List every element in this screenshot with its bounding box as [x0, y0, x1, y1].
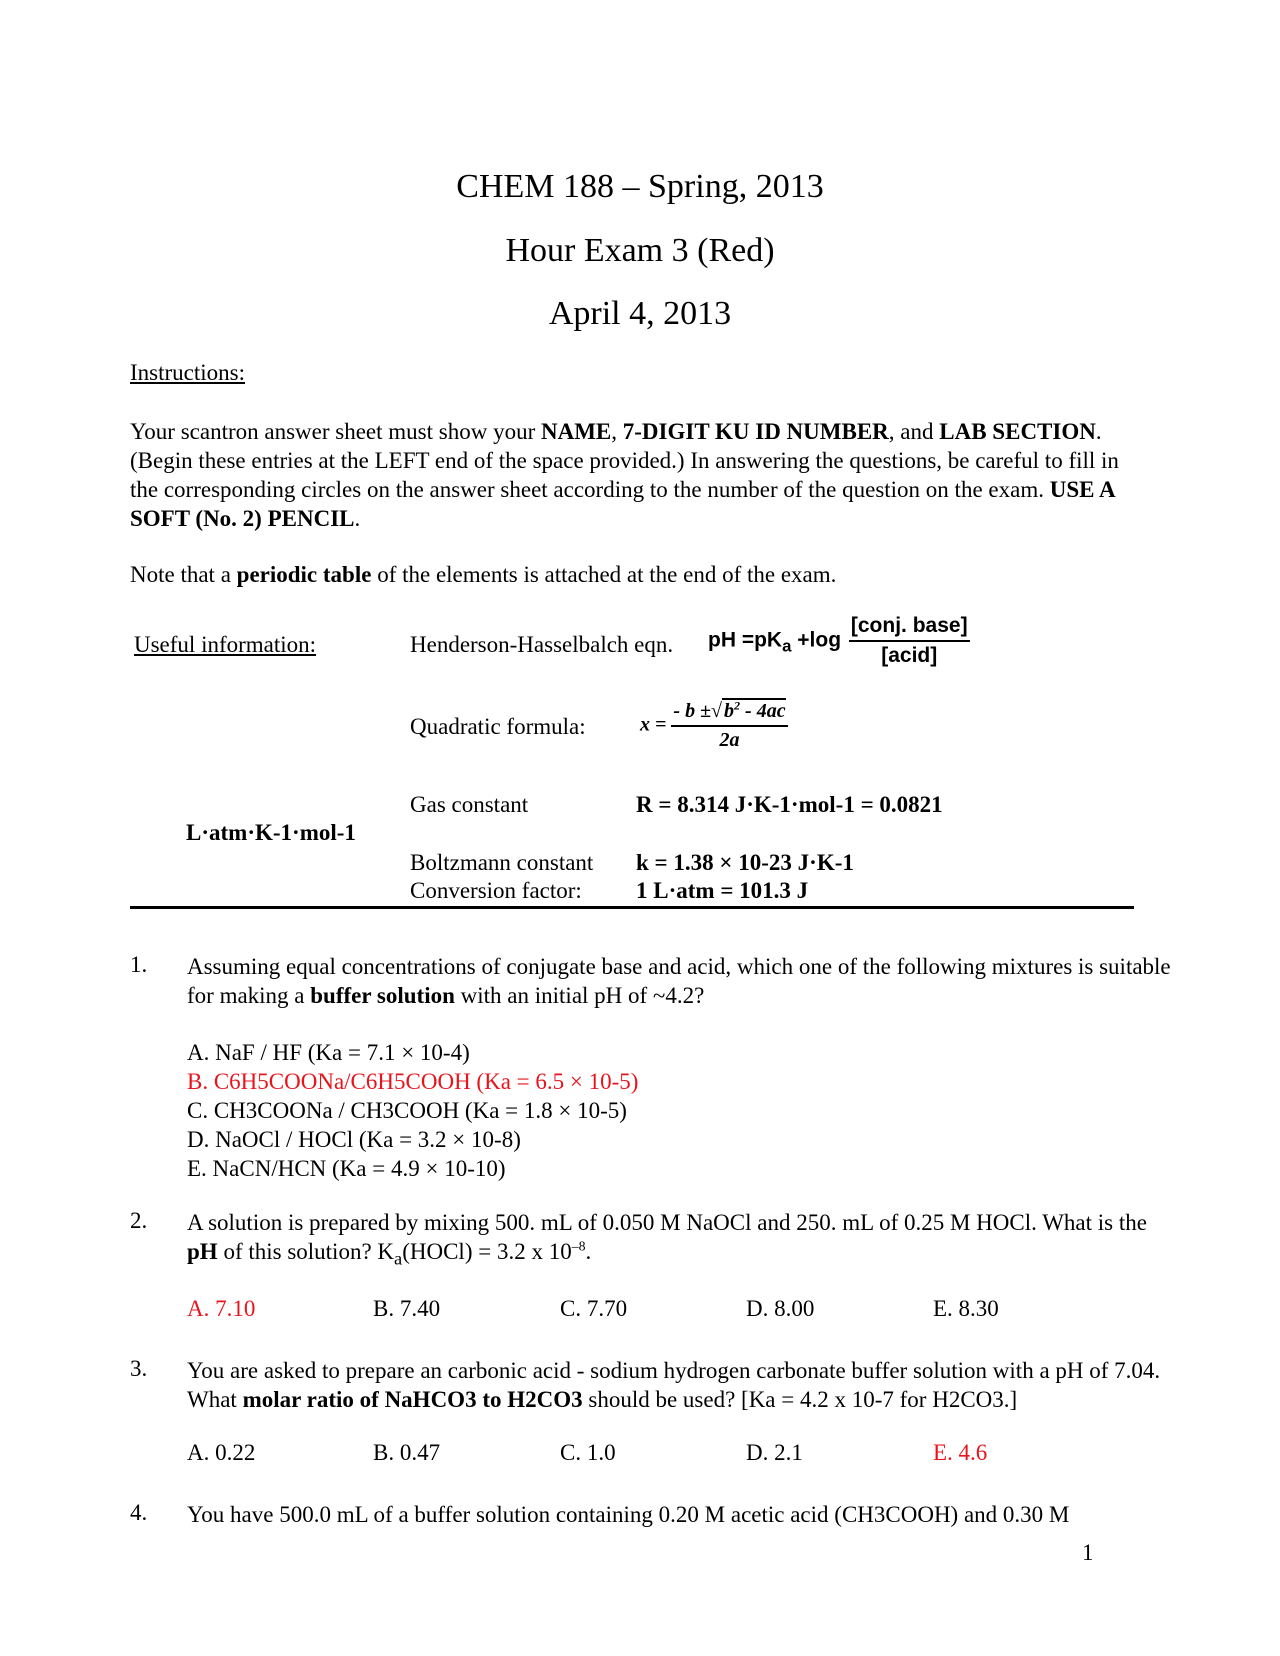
gas-constant-label: Gas constant: [410, 792, 529, 817]
conversion-label: Conversion factor:: [410, 878, 582, 903]
boltzmann-label: Boltzmann constant: [410, 850, 594, 875]
instructions-heading: Instructions:: [130, 360, 245, 385]
exam-date: April 4, 2013: [548, 295, 732, 332]
q2-option-c: C. 7.70: [560, 1296, 628, 1321]
boltzmann-value: k = 1.38 × 10-23 J·K-1: [636, 850, 854, 875]
q2-option-a: A. 7.10: [187, 1296, 256, 1321]
q3-number: 3.: [130, 1356, 148, 1381]
exam-title: Hour Exam 3 (Red): [505, 232, 775, 269]
q2-option-e: E. 8.30: [933, 1296, 999, 1321]
q1-option-a: A. NaF / HF (Ka = 7.1 × 10-4): [187, 1040, 470, 1065]
q1-option-b: B. C6H5COONa/C6H5COOH (Ka = 6.5 × 10-5): [187, 1069, 639, 1094]
periodic-table-note: Note that a periodic table of the elements is attached at the end of the exam.: [130, 562, 837, 587]
q3-option-d: D. 2.1: [746, 1440, 803, 1465]
q3-option-c: C. 1.0: [560, 1440, 616, 1465]
q3-option-e: E. 4.6: [933, 1440, 988, 1465]
gas-constant-value: R = 8.314 J·K-1·mol-1 = 0.0821: [636, 792, 943, 817]
useful-info-heading: Useful information:: [134, 632, 317, 657]
q4-number: 4.: [130, 1500, 148, 1525]
q1-option-e: E. NaCN/HCN (Ka = 4.9 × 10-10): [187, 1156, 506, 1181]
section-divider: [130, 906, 1134, 909]
quadratic-formula: x = $\frac{- b \pm√ b^2 - 4ac}{2a}$: [640, 698, 786, 751]
q3-option-b: B. 0.47: [373, 1440, 441, 1465]
q3-text: You are asked to prepare an carbonic acid - sodium hydrogen carbonate buffer solution with a pH of 7.04. What molar ratio of NaHCO3 to H2CO3 should be used? [Ka = 4.2 x 10-7 for H2CO3.]: [187, 1358, 1161, 1412]
henderson-hasselbalch-equation: pH $=pK_a +\log$ $\frac{\text{[conj. base]}}{\text{[acid]}}$: [708, 614, 968, 667]
page-number: 1: [1082, 1540, 1094, 1565]
q1-text: Assuming equal concentrations of conjugate base and acid, which one of the following mixtures is suitable for making a buffer solution with an initial pH of ~4.2?: [187, 954, 1171, 1008]
gas-constant-units: L·atm·K-1·mol-1: [186, 820, 356, 845]
q2-option-b: B. 7.40: [373, 1296, 441, 1321]
q4-text: You have 500.0 mL of a buffer solution containing 0.20 M acetic acid (CH3COOH) and 0.30 M: [187, 1502, 1070, 1527]
course-title: CHEM 188 – Spring, 2013: [456, 168, 824, 205]
q2-text: A solution is prepared by mixing 500. mL of 0.050 M NaOCl and 250. mL of 0.25 M HOCl. What is the pH of this solution? $K_a(HOCl) = 3.2$ x $10^{-8}$.: [187, 1210, 1147, 1269]
q1-number: 1.: [130, 952, 148, 977]
q1-option-d: D. NaOCl / HOCl (Ka = 3.2 × 10-8): [187, 1127, 521, 1152]
q2-number: 2.: [130, 1208, 148, 1233]
q2-option-d: D. 8.00: [746, 1296, 815, 1321]
conversion-value: 1 L·atm = 101.3 J: [636, 878, 809, 903]
henderson-hasselbalch-label: Henderson-Hasselbalch eqn.: [410, 632, 674, 657]
q1-option-c: C. CH3COONa / CH3COOH (Ka = 1.8 × 10-5): [187, 1098, 627, 1123]
instructions-paragraph: Your scantron answer sheet must show your NAME, 7-DIGIT KU ID NUMBER, and LAB SECTION. (Begin these entries at the LEFT end of the space provided.) In answering the questions, be careful to fill in the corresponding circles on the answer sheet according to the number of the question on the exam. USE A SOFT (No. 2) PENCIL.: [130, 419, 1119, 531]
q3-option-a: A. 0.22: [187, 1440, 256, 1465]
q1-options: [187, 1038, 638, 1183]
quadratic-formula-label: Quadratic formula:: [410, 714, 586, 739]
